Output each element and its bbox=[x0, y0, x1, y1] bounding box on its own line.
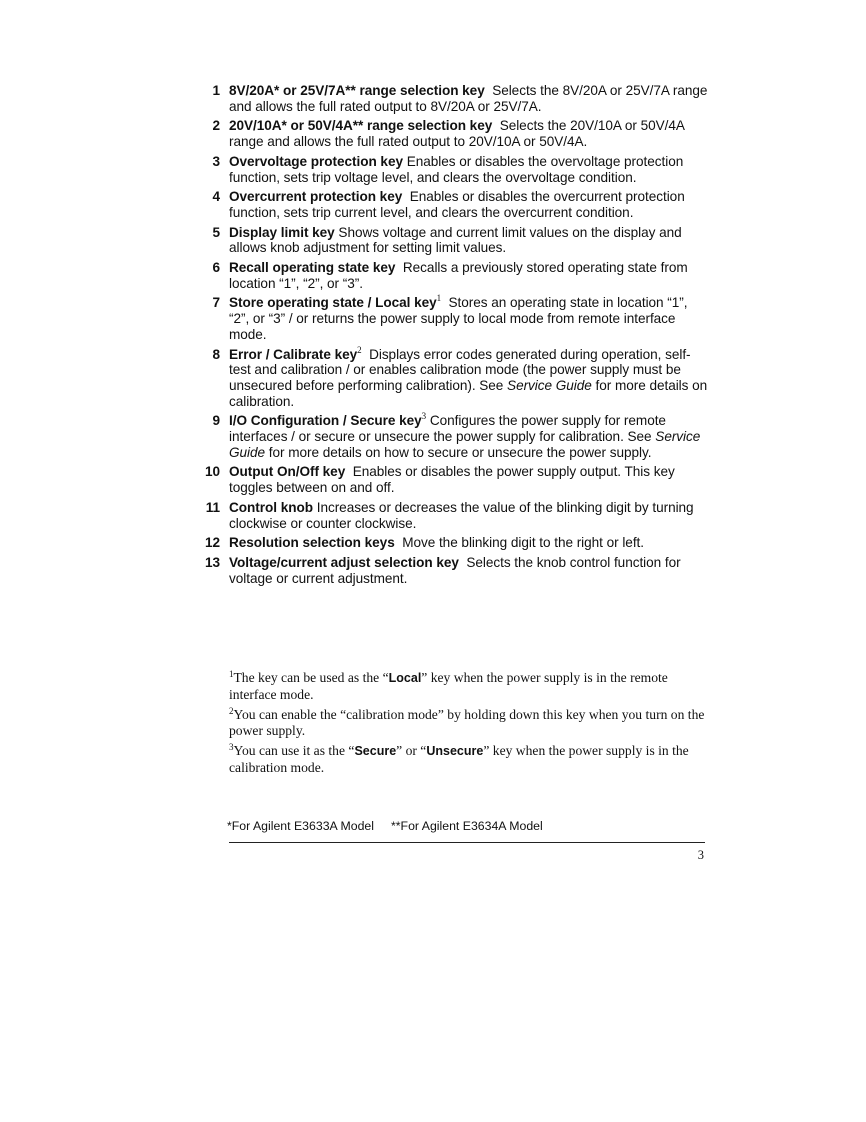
key-description: Enables or disables the overvoltage protection function, sets trip voltage level, and clears the overvoltage condition. bbox=[229, 153, 684, 185]
key-number: 7 bbox=[212, 295, 220, 311]
key-number: 5 bbox=[212, 224, 220, 240]
key-description: Stores an operating state in location “1”, “2”, or “3” / or returns the power supply to local mode from remote interface mode. bbox=[229, 295, 688, 342]
key-number: 10 bbox=[204, 464, 220, 480]
key-item-11 bbox=[200, 500, 710, 531]
footnote-2 bbox=[229, 707, 707, 741]
footnote-marker: 3 bbox=[421, 411, 427, 422]
service-guide-reference: Service Guide bbox=[229, 429, 701, 460]
footer-divider bbox=[229, 842, 705, 843]
key-description: Increases or decreases the value of the blinking digit by turning clockwise or counter clockwise. bbox=[229, 499, 694, 531]
key-item-5 bbox=[200, 225, 710, 256]
key-description-list bbox=[200, 83, 710, 590]
key-name: Voltage/current adjust selection key bbox=[229, 554, 459, 570]
key-item-6 bbox=[200, 260, 710, 291]
model-notes bbox=[227, 819, 543, 833]
key-item-3 bbox=[200, 154, 710, 185]
key-item-8 bbox=[200, 344, 710, 410]
footnote-text: The key can be used as the “ bbox=[233, 670, 389, 685]
key-number: 12 bbox=[204, 535, 220, 551]
key-description: Recalls a previously stored operating state from location “1”, “2”, or “3”. bbox=[229, 260, 688, 291]
footnote-mark: 3 bbox=[229, 742, 234, 753]
key-name: Overvoltage protection key bbox=[229, 153, 403, 169]
key-number: 2 bbox=[212, 118, 220, 134]
key-item-13 bbox=[200, 555, 710, 586]
footnote-mark: 1 bbox=[229, 669, 234, 679]
key-name: Recall operating state key bbox=[229, 260, 396, 276]
footnote-3 bbox=[229, 743, 707, 777]
key-description: Configures the power supply for remote interfaces / or secure or unsecure the power supply for calibration. See bbox=[229, 413, 666, 445]
key-name: Resolution selection keys bbox=[229, 535, 395, 551]
footnote-text: You can use it as the “ bbox=[233, 743, 355, 759]
key-description: Enables or disables the overcurrent protection function, sets trip current level, and clears the overcurrent condition. bbox=[229, 189, 685, 220]
page-number: 3 bbox=[697, 848, 704, 862]
footnote-text-continued: ” key when the power supply is in the calibration mode. bbox=[229, 743, 689, 775]
key-name: Display limit key bbox=[229, 224, 335, 240]
key-item-7 bbox=[200, 295, 710, 342]
footnote-marker: 2 bbox=[357, 344, 362, 355]
key-name: Output On/Off key bbox=[229, 464, 346, 480]
e3634a-model-note: **For Agilent E3634A Model bbox=[390, 819, 543, 833]
key-description: Move the blinking digit to the right or left. bbox=[402, 535, 645, 551]
key-description: Enables or disables the power supply output. This key toggles between on and off. bbox=[229, 464, 675, 496]
service-guide-reference: Service Guide bbox=[507, 377, 592, 393]
key-description: Selects the 20V/10A or 50V/4A range and allows the full rated output to 20V/10A or 50V/4A. bbox=[229, 118, 685, 150]
key-number: 3 bbox=[212, 153, 220, 169]
key-name: 8V/20A* or 25V/7A** range selection key bbox=[229, 83, 485, 98]
key-description: Displays error codes generated during operation, self-test and calibration / or enables calibration mode (the power supply must be unsecured before performing calibration). See bbox=[229, 346, 691, 393]
footnote-keyword: Local bbox=[388, 671, 422, 685]
footnote-text: You can enable the “calibration mode” by holding down this key when you turn on the power supply. bbox=[229, 706, 705, 739]
key-number: 4 bbox=[212, 189, 220, 205]
key-description: Shows voltage and current limit values on the display and allows knob adjustment for setting limit values. bbox=[229, 224, 682, 256]
footnotes bbox=[229, 670, 707, 780]
key-description: Selects the knob control function for voltage or current adjustment. bbox=[229, 554, 681, 586]
key-number: 8 bbox=[212, 346, 220, 362]
footnote-text-continued: ” key when the power supply is in the remote interface mode. bbox=[229, 670, 668, 702]
key-number: 6 bbox=[212, 260, 220, 276]
footnote-keyword: Secure bbox=[354, 744, 397, 759]
key-name: I/O Configuration / Secure key bbox=[229, 413, 422, 429]
key-name: Overcurrent protection key bbox=[229, 189, 403, 205]
key-description: Selects the 8V/20A or 25V/7A range and allows the full rated output to 8V/20A or 25V/7A. bbox=[229, 83, 708, 114]
key-number: 11 bbox=[205, 499, 220, 515]
footnote-keyword-2: Unsecure bbox=[426, 744, 484, 759]
footnote-text-middle: ” or “ bbox=[396, 743, 427, 759]
e3633a-model-note: *For Agilent E3633A Model bbox=[227, 819, 374, 833]
key-item-2 bbox=[200, 118, 710, 149]
key-item-12 bbox=[200, 535, 710, 551]
key-description-continued: for more details on calibration. bbox=[229, 377, 708, 409]
key-item-9 bbox=[200, 413, 710, 460]
key-name: Control knob bbox=[229, 499, 313, 515]
key-name: Store operating state / Local key bbox=[229, 295, 437, 311]
key-number: 1 bbox=[212, 83, 220, 98]
footnote-marker: 1 bbox=[436, 293, 442, 304]
key-number: 9 bbox=[212, 413, 220, 429]
key-number: 13 bbox=[204, 554, 220, 570]
key-item-4 bbox=[200, 189, 710, 220]
key-name: Error / Calibrate key bbox=[229, 346, 358, 362]
key-description-continued: for more details on how to secure or unsecure the power supply. bbox=[268, 444, 652, 460]
key-name: 20V/10A* or 50V/4A** range selection key bbox=[229, 118, 493, 134]
key-item-1 bbox=[200, 83, 710, 114]
key-item-10 bbox=[200, 464, 710, 495]
footnote-1 bbox=[229, 670, 707, 704]
footnote-mark: 2 bbox=[229, 705, 234, 716]
